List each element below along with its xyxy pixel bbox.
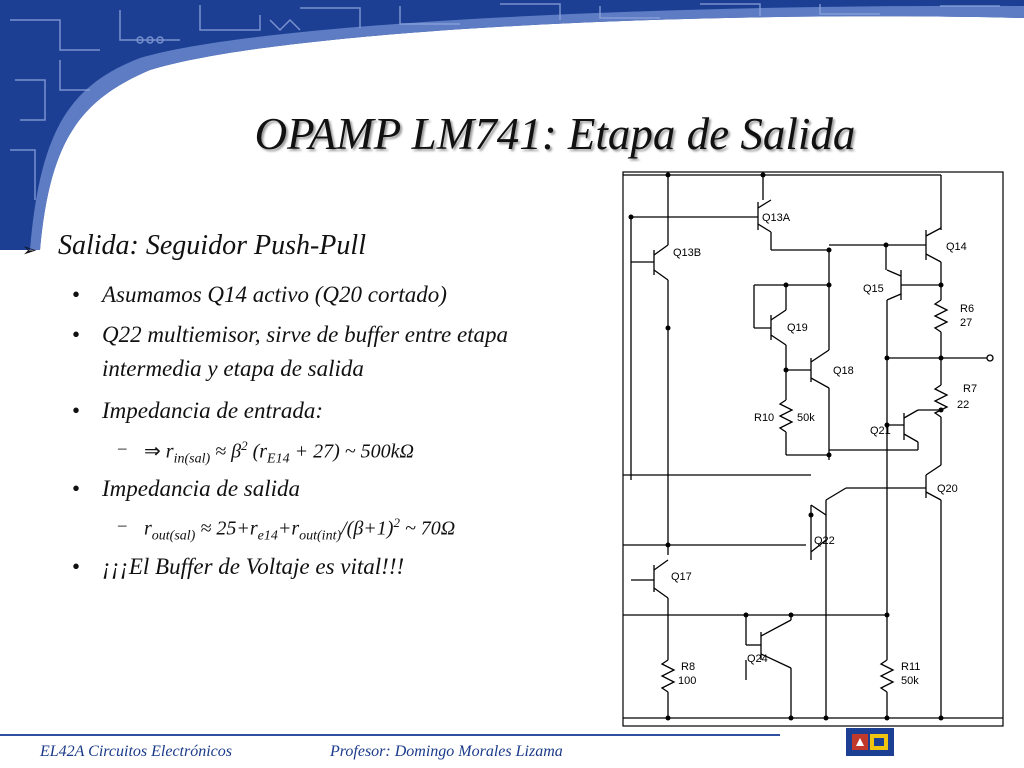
label-r8: R8 xyxy=(681,661,696,673)
label-r10: R10 xyxy=(754,412,775,424)
label-q13a: Q13A xyxy=(762,212,791,224)
bullet-dot-icon: • xyxy=(72,476,81,501)
formula-rout-text: $r_{out(sal)} \approx 25+r_{e14}+r_{out(int)}/(\beta+1)^2$ ~ 70Ω xyxy=(144,515,456,544)
label-r10-value: 50k xyxy=(797,412,815,424)
label-q24: Q24 xyxy=(747,653,768,665)
label-q14: Q14 xyxy=(946,241,967,253)
label-q15: Q15 xyxy=(863,283,884,295)
bullet-q22-text: Q22 multiemisor, sirve de buffer entre etapa intermedia y etapa de salida xyxy=(102,322,509,381)
bullet-dot-icon: • xyxy=(72,322,81,347)
bullet-impedancia-entrada-text: Impedancia de entrada: xyxy=(102,398,323,423)
label-r8-value: 100 xyxy=(678,675,697,687)
label-q18: Q18 xyxy=(833,365,854,377)
label-r7-value: 22 xyxy=(957,399,970,411)
main-bullet-text: Salida: Seguidor Push-Pull xyxy=(58,230,366,261)
slide-title: OPAMP LM741: Etapa de Salida xyxy=(254,109,856,159)
arrow-bullet-icon: ➢ xyxy=(22,240,38,260)
bullet-dot-icon: • xyxy=(72,282,81,307)
implies-icon: ⇒ xyxy=(144,440,161,463)
university-logo-icon xyxy=(846,728,894,756)
bullet-dot-icon: • xyxy=(72,398,81,423)
label-r7: R7 xyxy=(963,383,978,395)
label-q20: Q20 xyxy=(937,483,958,495)
dash-bullet-icon: – xyxy=(118,515,127,534)
bullet-impedancia-salida-text: Impedancia de salida xyxy=(102,476,301,501)
label-q17: Q17 xyxy=(671,571,692,583)
bullet-dot-icon: • xyxy=(72,554,81,579)
footer-course: EL42A Circuitos Electrónicos xyxy=(40,743,232,760)
footer-divider xyxy=(0,734,780,736)
bullet-buffer-text: ¡¡¡El Buffer de Voltaje es vital!!! xyxy=(102,554,405,579)
bullet-q14-text: Asumamos Q14 activo (Q20 cortado) xyxy=(102,282,447,307)
label-r11: R11 xyxy=(901,661,921,673)
label-q22: Q22 xyxy=(814,535,835,547)
label-r11-value: 50k xyxy=(901,675,919,687)
label-q13b: Q13B xyxy=(673,247,702,259)
label-q19: Q19 xyxy=(787,322,808,334)
label-r6-value: 27 xyxy=(960,317,973,329)
formula-rin-text: ⇒ $r_{in(sal)} \approx \beta^2$ $(r_{E14} + 27)$ ~ 500kΩ xyxy=(144,438,414,467)
dash-bullet-icon: – xyxy=(118,438,127,457)
label-q21: Q21 xyxy=(870,425,891,437)
label-r6: R6 xyxy=(960,303,975,315)
lm741-output-stage-schematic xyxy=(621,170,1005,728)
footer-professor: Profesor: Domingo Morales Lizama xyxy=(330,743,563,760)
